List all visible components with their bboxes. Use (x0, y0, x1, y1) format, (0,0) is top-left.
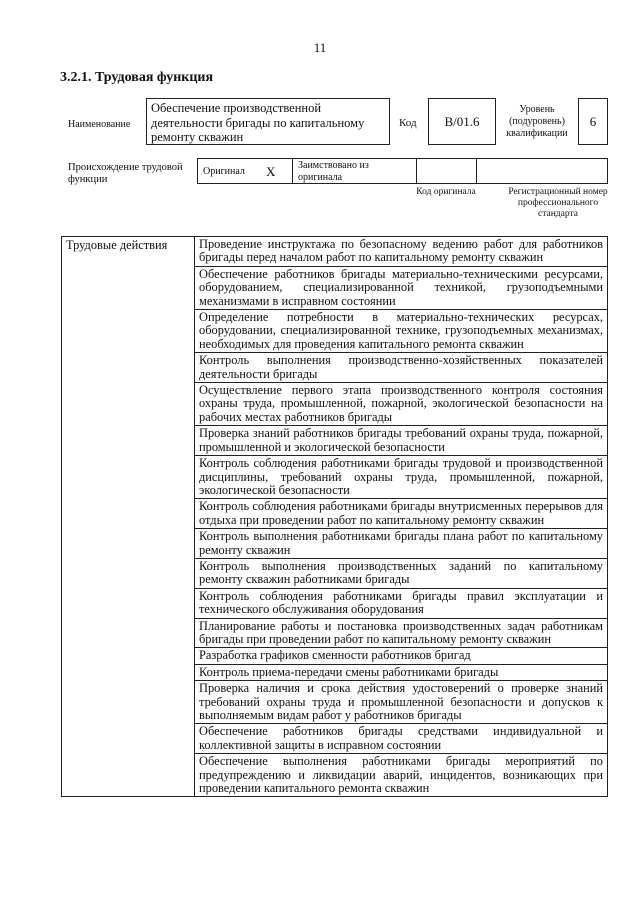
labor-action-item: Проверка знаний работников бригады требований охраны труда, пожарной, промышленной и экологической безопасности (195, 426, 608, 456)
labor-actions-label: Трудовые действия (62, 237, 195, 797)
labor-action-item: Контроль соблюдения работниками бригады правил эксплуатации и технического обслуживания оборудования (195, 588, 608, 618)
labor-action-item: Контроль приема-передачи смены работниками бригады (195, 664, 608, 680)
original-label: Оригинал (203, 166, 245, 177)
labor-action-item: Обеспечение работников бригады материально-техническими ресурсами, оборудованием, специализированной техникой, грузоподъемными механизмами в исправном состоянии (195, 266, 608, 309)
labor-action-item: Контроль выполнения работниками бригады плана работ по капитальному ремонту скважин (195, 529, 608, 559)
reg-number-label: Регистрационный номер профессионального стандарта (508, 187, 608, 219)
labor-action-item: Контроль выполнения производственно-хозяйственных показателей деятельности бригады (195, 353, 608, 383)
section-heading: 3.2.1. Трудовая функция (60, 70, 214, 85)
borrowed-label: Заимствовано из оригинала (298, 160, 369, 183)
code-label: Код (399, 117, 417, 129)
labor-action-item: Планирование работы и постановка производственных задач работникам бригады при проведении работ по капитальному ремонту скважин (195, 618, 608, 648)
labor-actions-table (61, 236, 608, 797)
labor-action-item: Обеспечение работников бригады средствами индивидуальной и коллективной защиты в исправном состоянии (195, 724, 608, 754)
labor-action-item: Контроль соблюдения работниками бригады внутрисменных перерывов для отдыха при проведении работ по капитальному ремонту скважин (195, 499, 608, 529)
level-label: Уровень (подуровень) квалификации (506, 104, 568, 139)
labor-action-item: Определение потребности в материально-технических ресурсах, оборудовании, специализированной технике, грузоподъемных механизмах, необходимых для проведения капитального ремонта скважин (195, 310, 608, 353)
labor-action-item: Проведение инструктажа по безопасному ведению работ для работников бригады перед началом работ по капитальному ремонту скважин (195, 237, 608, 267)
labor-action-item: Разработка графиков сменности работников бригад (195, 648, 608, 664)
name-label: Наименование (68, 119, 131, 130)
table-row (62, 237, 608, 267)
labor-action-item: Обеспечение выполнения работниками бригады мероприятий по предупреждению и ликвидации аварий, инцидентов, возникающих при проведении капитального ремонта скважин (195, 754, 608, 797)
code-original-label: Код оригинала (416, 187, 476, 197)
name-value: Обеспечение производственной деятельности бригады по капитальному ремонту скважин (146, 98, 390, 145)
labor-action-item: Контроль соблюдения работниками бригады трудовой и производственной дисциплины, требований охраны труда, промышленной, пожарной, экологической безопасности (195, 456, 608, 499)
origin-label: Происхождение трудовой функции (68, 162, 183, 185)
level-value: 6 (578, 98, 608, 145)
original-mark: X (266, 164, 276, 179)
labor-action-item: Осуществление первого этапа производственного контроля состояния охраны труда, промышленной, пожарной, экологической безопасности на рабочих местах работников бригады (195, 383, 608, 426)
page-number: 11 (313, 40, 327, 55)
code-value: B/01.6 (428, 98, 496, 145)
labor-action-item: Контроль выполнения производственных заданий по капитальному ремонту скважин работниками бригады (195, 558, 608, 588)
labor-action-item: Проверка наличия и срока действия удостоверений о проверке знаний требований охраны труда и промышленной безопасности и допусков к выполняемым видам работ у работников бригады (195, 681, 608, 724)
